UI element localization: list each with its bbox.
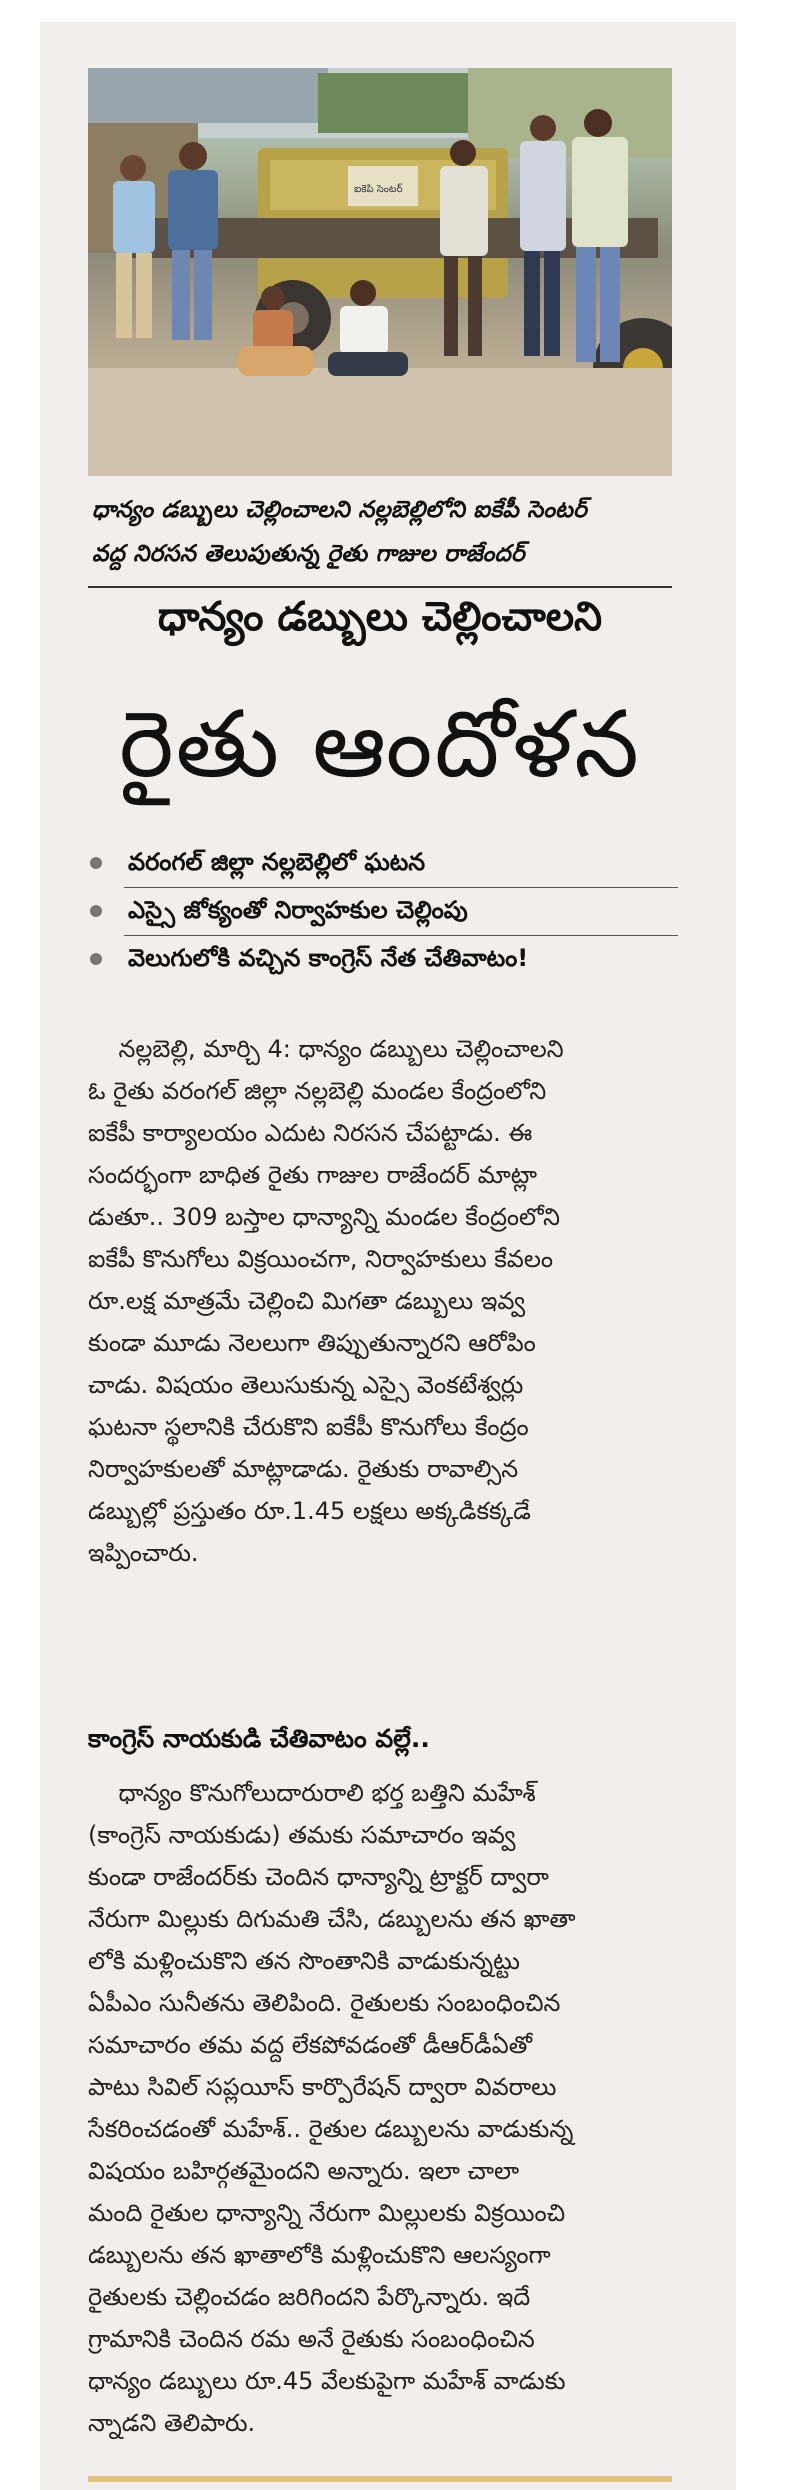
text-line: కుండా రాజేందర్‌కు చెందిన ధాన్యాన్ని ట్రాక్టర్ ద్వారా xyxy=(88,1863,549,1891)
text-line: న్నాడని తెలిపారు. xyxy=(88,2409,256,2437)
article-paragraph-1 xyxy=(88,1028,672,1574)
text-line: నల్లబెల్లి, మార్చి 4: ధాన్యం డబ్బులు చెల్లించాలని xyxy=(88,1035,564,1063)
text-line: నిర్వాహకులతో మాట్లాడాడు. రైతుకు రావాల్సిన xyxy=(88,1455,519,1483)
text-line: ఓ రైతు వరంగల్ జిల్లా నల్లబెల్లి మండల కేంద్రంలోని xyxy=(88,1077,547,1105)
news-photo xyxy=(88,68,672,476)
section-subheading: కాంగ్రెస్ నాయకుడి చేతివాటం వల్లే.. xyxy=(88,1724,430,1753)
divider xyxy=(124,887,678,888)
svg-text:ఐకెపి సెంటర్: ఐకెపి సెంటర్ xyxy=(354,184,403,195)
text-line: చాడు. విషయం తెలుసుకున్న ఎస్సై వెంకటేశ్వర్లు xyxy=(88,1371,524,1399)
text-line: సమాచారం తమ వద్ద లేకపోవడంతో డీఆర్‌డీఏతో xyxy=(88,2031,533,2059)
bullet-dot-icon xyxy=(90,905,102,917)
bullet-text: వెలుగులోకి వచ్చిన కాంగ్రెస్ నేత చేతివాటం! xyxy=(128,944,529,972)
person-2 xyxy=(168,142,218,340)
text-line: ధాన్యం కొనుగోలుదారురాలి భర్త బత్తిని మహేశ్ xyxy=(88,1779,536,1807)
bullet-dot-icon xyxy=(90,953,102,965)
text-line: ఏపీఎం సునీతను తెలిపింది. రైతులకు సంబంధించిన xyxy=(88,1989,561,2017)
text-line: డుతూ.. 309 బస్తాల ధాన్యాన్ని మండల కేంద్రంలోని xyxy=(88,1203,561,1231)
text-line: కుండా మూడు నెలలుగా తిప్పుతున్నారని ఆరోపిం xyxy=(88,1329,536,1357)
bullet-text: ఎస్సై జోక్యంతో నిర్వాహకుల చెల్లింపు xyxy=(128,896,468,924)
text-line: ఇప్పించారు. xyxy=(88,1539,199,1567)
text-line: లోకి మళ్లించుకొని తన సొంతానికి వాడుకున్నట్టు xyxy=(88,1947,520,1975)
bottom-divider xyxy=(88,2476,672,2482)
text-line: ఘటనా స్థలానికి చేరుకొని ఐకేపీ కొనుగోలు కేంద్రం xyxy=(88,1413,529,1441)
article-paragraph-2 xyxy=(88,1772,672,2444)
bullet-item xyxy=(88,938,698,982)
text-line: సేకరించడంతో మహేశ్.. రైతుల డబ్బులను వాడుకున్న xyxy=(88,2115,574,2143)
text-line: పాటు సివిల్ సప్లయీస్ కార్పొరేషన్ ద్వారా వివరాలు xyxy=(88,2073,557,2101)
headline-kicker: ధాన్యం డబ్బులు చెల్లించాలని xyxy=(157,594,603,640)
person-1 xyxy=(113,155,155,338)
text-line: డబ్బుల్లో ప్రస్తుతం రూ.1.45 లక్షలు అక్కడికక్కడే xyxy=(88,1497,531,1525)
person-3 xyxy=(440,140,488,356)
text-line: నేరుగా మిల్లుకు దిగుమతి చేసి, డబ్బులను తన ఖాతా xyxy=(88,1905,576,1933)
caption-line-1: ధాన్యం డబ్బులు చెల్లించాలని నల్లబెల్లిలోని ఐకేపీ సెంటర్ xyxy=(92,497,587,523)
person-4 xyxy=(520,115,566,356)
bullet-list xyxy=(88,842,698,986)
text-line: ఐకేపీ కార్యాలయం ఎదుట నిరసన చేపట్టాడు. ఈ xyxy=(88,1119,533,1147)
bullet-text: వరంగల్ జిల్లా నల్లబెల్లిలో ఘటన xyxy=(128,848,426,876)
bullet-item xyxy=(88,842,698,886)
text-line: డబ్బులను తన ఖాతాలోకి మళ్లించుకొని ఆలస్యంగా xyxy=(88,2241,551,2269)
text-line: గ్రామానికి చెందిన రమ అనే రైతుకు సంబంధించిన xyxy=(88,2325,535,2353)
person-5 xyxy=(572,109,628,362)
text-line: విషయం బహిర్గతమైందని అన్నారు. ఇలా చాలా xyxy=(88,2157,520,2185)
text-line: రూ.లక్ష మాత్రమే చెల్లించి మిగతా డబ్బులు ఇవ్వ xyxy=(88,1287,526,1315)
text-line: సందర్భంగా బాధిత రైతు గాజుల రాజేందర్ మాట్లా xyxy=(88,1161,537,1189)
text-line: ఐకేపీ కొనుగోలు విక్రయించగా, నిర్వాహకులు కేవలం xyxy=(88,1245,554,1273)
text-line: రైతులకు చెల్లించడం జరిగిందని పేర్కొన్నారు. ఇదే xyxy=(88,2283,531,2311)
bullet-dot-icon xyxy=(90,857,102,869)
headline-main: రైతు ఆందోళన xyxy=(119,691,641,798)
divider xyxy=(124,935,678,936)
bullet-item xyxy=(88,890,698,934)
photo-caption xyxy=(88,478,672,588)
text-line: ధాన్యం డబ్బులు రూ.45 వేలకుపైగా మహేశ్ వాడుకు xyxy=(88,2367,566,2395)
text-line: (కాంగ్రెస్ నాయకుడు) తమకు సమాచారం ఇవ్వ xyxy=(88,1821,516,1849)
caption-line-2: వద్ద నిరసన తెలుపుతున్న రైతు గాజుల రాజేందర్ xyxy=(92,541,525,567)
text-line: మంది రైతుల ధాన్యాన్ని నేరుగా మిల్లులకు విక్రయించి xyxy=(88,2199,566,2227)
news-photo-illustration xyxy=(88,68,672,476)
